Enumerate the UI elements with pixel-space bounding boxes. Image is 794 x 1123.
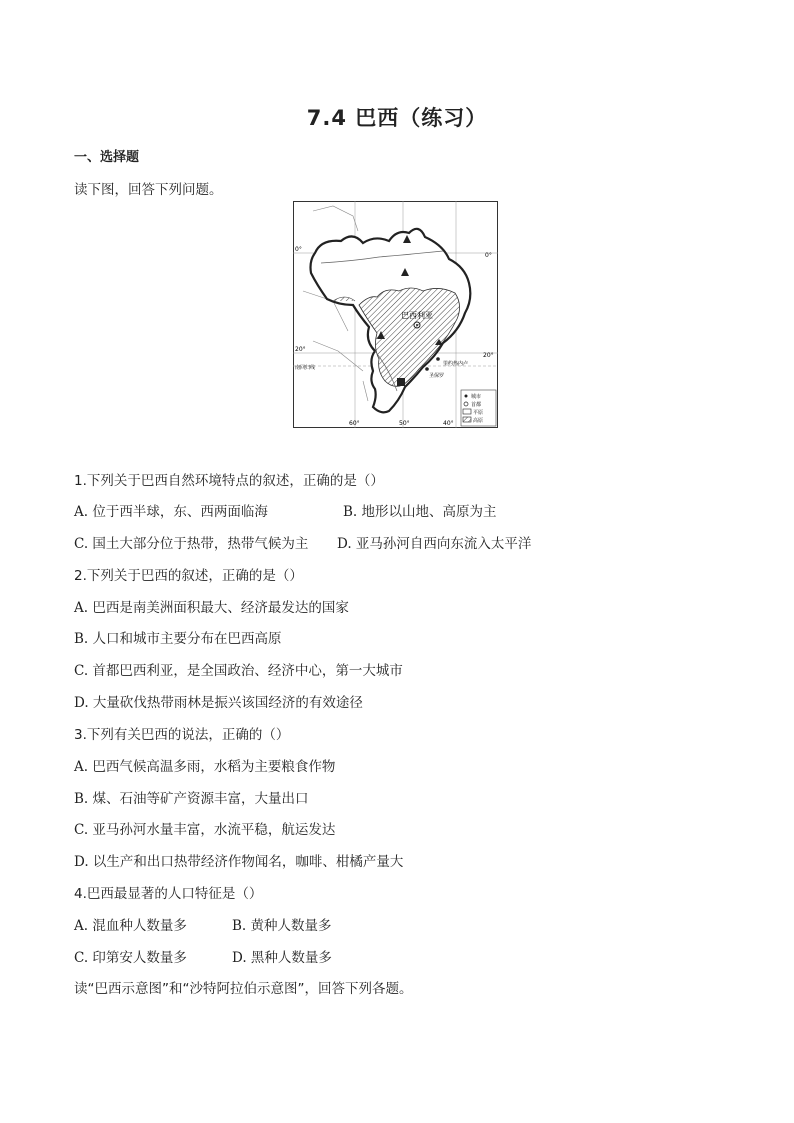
page-title: 7.4 巴西（练习）: [306, 106, 488, 130]
map-label-lat20-left: 20°: [295, 346, 306, 353]
question-1-option-b: B. 地形以山地、高原为主: [343, 504, 497, 520]
map-label-rio: 里约热内卢: [443, 361, 469, 367]
brazil-map: [293, 201, 498, 428]
question-1-stem: 1.下列关于巴西自然环境特点的叙述，正确的是（）: [74, 473, 384, 489]
question-4-option-d: D. 黑种人数量多: [232, 950, 332, 966]
question-2-option-a: A. 巴西是南美洲面积最大、经济最发达的国家: [74, 600, 349, 616]
map-label-lat20-right: 20°: [483, 352, 494, 359]
intro-text: 读下图，回答下列问题。: [74, 182, 223, 198]
question-4-option-c: C. 印第安人数量多: [74, 950, 187, 966]
map-label-tropic: 南回归线: [295, 365, 316, 371]
question-4-option-a: A. 混血种人数量多: [74, 918, 187, 934]
map-label-lat0-right: 0°: [485, 252, 492, 259]
question-2-option-b: B. 人口和城市主要分布在巴西高原: [74, 631, 282, 647]
map-label-saopaulo: 圣保罗: [429, 373, 445, 379]
map-label-lat0-left: 0°: [295, 246, 302, 253]
map-label-lon60: 60°: [349, 420, 360, 427]
question-2-option-d: D. 大量砍伐热带雨林是振兴该国经济的有效途径: [74, 695, 363, 711]
svg-text:高原: 高原: [473, 418, 484, 424]
section-heading: 一、选择题: [74, 150, 140, 165]
question-3-option-d: D. 以生产和出口热带经济作物闻名，咖啡、柑橘产量大: [74, 854, 404, 870]
question-3-option-b: B. 煤、石油等矿产资源丰富，大量出口: [74, 791, 309, 807]
map-label-capital: 巴西利亚: [401, 311, 433, 320]
question-1-option-d: D. 亚马孙河自西向东流入太平洋: [337, 536, 532, 552]
question-2-stem: 2.下列关于巴西的叙述，正确的是（）: [74, 568, 303, 584]
svg-text:城市: 城市: [471, 394, 482, 400]
svg-text:平原: 平原: [473, 410, 484, 416]
question-3-option-c: C. 亚马孙河水量丰富，水流平稳，航运发达: [74, 822, 336, 838]
question-3-option-a: A. 巴西气候高温多雨，水稻为主要粮食作物: [74, 759, 336, 775]
question-4-stem: 4.巴西最显著的人口特征是（）: [74, 886, 263, 902]
question-1-option-a: A. 位于西半球，东、西两面临海: [74, 504, 268, 520]
map-label-lon40: 40°: [443, 420, 454, 427]
outro-text: 读“巴西示意图”和“沙特阿拉伯示意图”，回答下列各题。: [74, 981, 413, 997]
map-legend: [461, 390, 496, 426]
svg-text:首都: 首都: [471, 402, 482, 408]
map-label-lon50: 50°: [399, 420, 410, 427]
question-3-stem: 3.下列有关巴西的说法，正确的（）: [74, 727, 290, 743]
question-1-option-c: C. 国土大部分位于热带，热带气候为主: [74, 536, 309, 552]
question-2-option-c: C. 首都巴西利亚，是全国政治、经济中心，第一大城市: [74, 663, 403, 679]
question-4-option-b: B. 黄种人数量多: [232, 918, 332, 934]
